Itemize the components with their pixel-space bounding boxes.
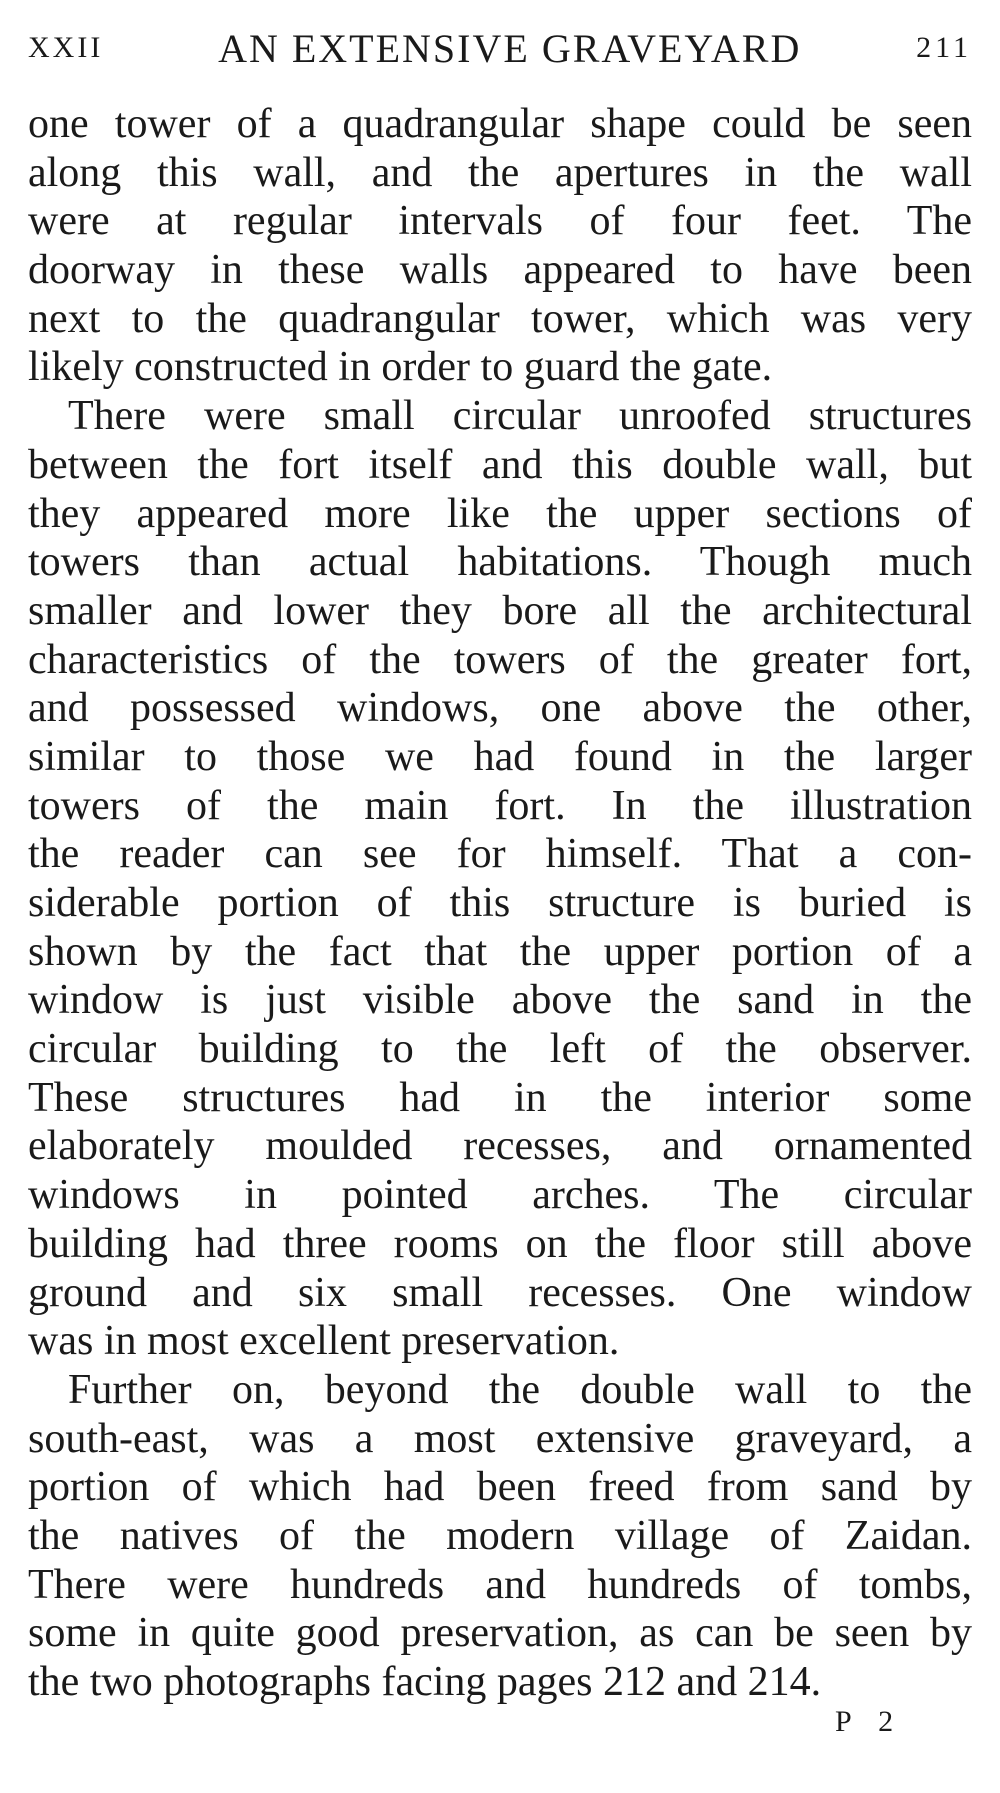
text-line: the reader can see for himself. That a con- <box>28 831 972 878</box>
text-line: along this wall, and the apertures in the wall <box>28 149 972 196</box>
text-line: siderable portion of this structure is buried is <box>28 880 972 926</box>
text-line: elaborately moulded recesses, and ornamented <box>28 1123 972 1170</box>
text-line: likely constructed in order to guard the gate. <box>28 344 773 391</box>
text-line: south-east, was a most extensive graveyard, a <box>28 1415 972 1462</box>
text-line: There were hundreds and hundreds of tombs, <box>28 1561 972 1608</box>
text-line: portion of which had been freed from sand by <box>28 1464 972 1511</box>
text-line: towers of the main fort. In the illustration <box>28 782 972 829</box>
text-line: circular building to the left of the observer. <box>28 1026 972 1073</box>
paragraph-3 <box>28 1366 972 1707</box>
text-line: Further on, beyond the double wall to the <box>68 1366 972 1413</box>
text-line: and possessed windows, one above the other, <box>28 685 972 732</box>
paragraph-1 <box>28 100 972 392</box>
chapter-number: XXII <box>28 31 104 64</box>
text-line: the two photographs facing pages 212 and 214. <box>28 1659 822 1705</box>
text-line: similar to those we had found in the larger <box>28 733 972 780</box>
running-title: AN EXTENSIVE GRAVEYARD <box>218 25 802 71</box>
text-line: These structures had in the interior some <box>28 1074 972 1121</box>
text-line: There were small circular unroofed structures <box>68 393 972 440</box>
text-line: windows in pointed arches. The circular <box>28 1172 972 1219</box>
text-line: ground and six small recesses. One window <box>28 1269 972 1316</box>
signature-mark: P 2 <box>835 1705 904 1738</box>
body-text <box>28 100 972 1707</box>
text-line: towers than actual habitations. Though much <box>28 539 972 586</box>
text-line: one tower of a quadrangular shape could be seen <box>28 101 972 147</box>
text-line: next to the quadrangular tower, which was very <box>28 295 972 342</box>
text-line: building had three rooms on the floor still above <box>28 1220 972 1267</box>
text-line: between the fort itself and this double wall, but <box>28 441 972 488</box>
text-line: the natives of the modern village of Zaidan. <box>28 1512 972 1559</box>
running-head <box>28 18 972 78</box>
text-line: were at regular intervals of four feet. The <box>28 198 972 245</box>
page-number: 211 <box>916 31 972 64</box>
text-line: characteristics of the towers of the greater fort, <box>28 636 972 683</box>
text-line: some in quite good preservation, as can be seen by <box>28 1610 972 1657</box>
text-line: was in most excellent preservation. <box>28 1318 620 1365</box>
text-line: doorway in these walls appeared to have been <box>28 247 972 294</box>
text-line: they appeared more like the upper sections of <box>28 490 972 537</box>
text-line: smaller and lower they bore all the architectural <box>28 587 972 634</box>
text-line: window is just visible above the sand in the <box>28 977 972 1024</box>
text-line: shown by the fact that the upper portion of a <box>28 928 972 975</box>
paragraph-2 <box>28 392 972 1366</box>
